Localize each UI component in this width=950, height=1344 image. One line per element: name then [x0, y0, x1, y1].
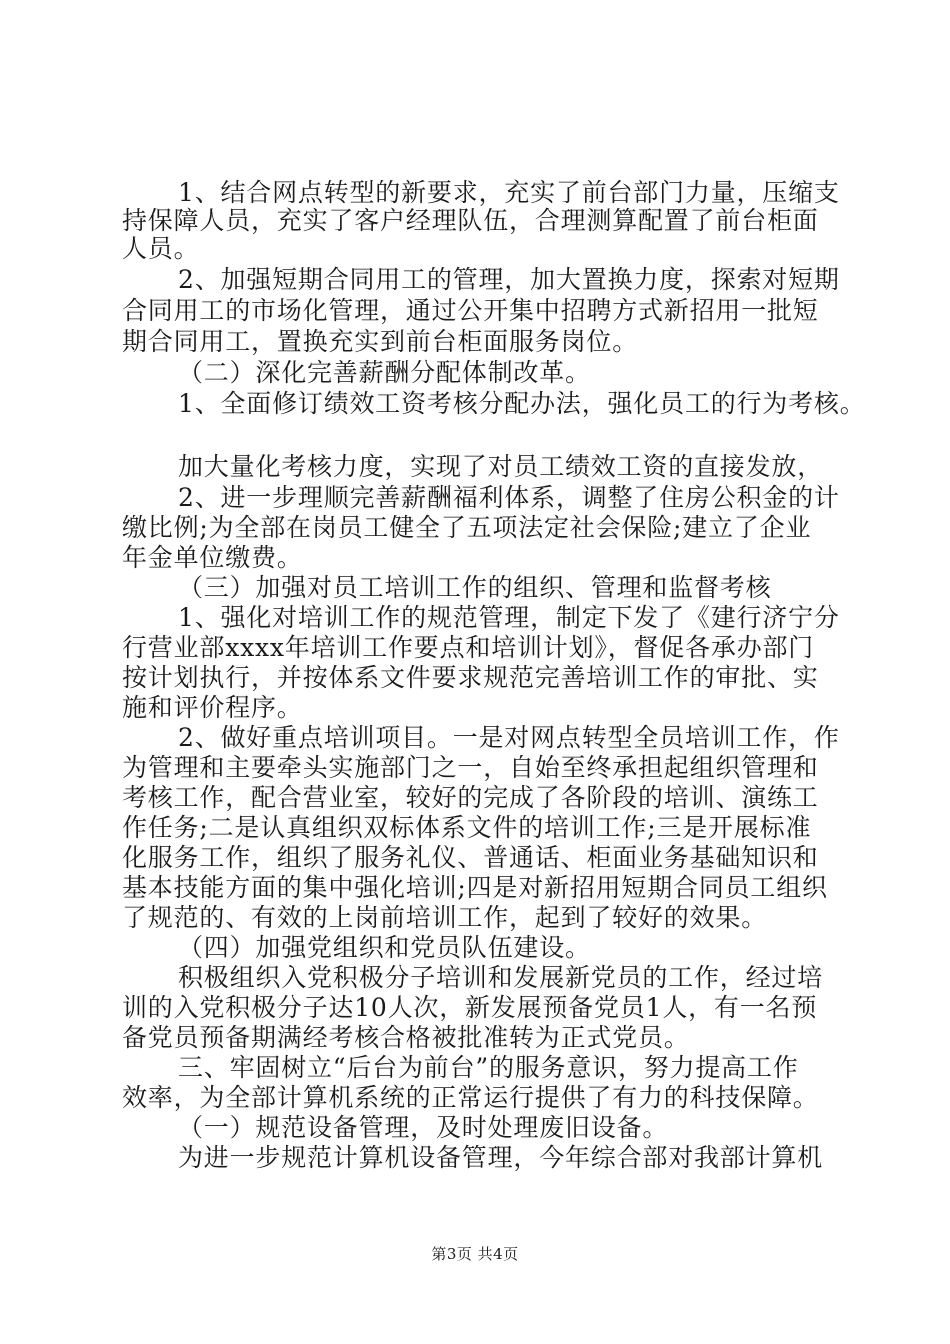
text-line: 积极组织入党积极分子培训和发展新党员的工作，经过培	[178, 963, 824, 992]
section-heading: （二）深化完善薪酬分配体制改革。	[178, 358, 591, 387]
text-line: 效率，为全部计算机系统的正常运行提供了有力的科技保障。	[122, 1083, 819, 1112]
text-line: 持保障人员，充实了客户经理队伍，合理测算配置了前台柜面	[122, 206, 819, 235]
text-line: 考核工作，配合营业室，较好的完成了各阶段的培训、演练工	[122, 783, 819, 812]
page-footer: 第3页 共4页	[431, 1245, 519, 1263]
text-line: 基本技能方面的集中强化培训;四是对新招用短期合同员工组织	[122, 873, 828, 902]
text-line: 1、全面修订绩效工资考核分配办法，强化员工的行为考核。	[178, 389, 866, 418]
text-line: 2、进一步理顺完善薪酬福利体系，调整了住房公积金的计	[178, 483, 840, 512]
section-heading: （四）加强党组织和党员队伍建设。	[178, 933, 591, 962]
text-line: 备党员预备期满经考核合格被批准转为正式党员。	[122, 1023, 690, 1052]
section-heading: 三、牢固树立“后台为前台”的服务意识，努力提高工作	[178, 1053, 799, 1082]
text-line: 人员。	[122, 234, 200, 263]
text-line: 按计划执行，并按体系文件要求规范完善培训工作的审批、实	[122, 663, 819, 692]
text-line: 作任务;二是认真组织双标体系文件的培训工作;三是开展标准	[122, 813, 812, 842]
text-line: 合同用工的市场化管理，通过公开集中招聘方式新招用一批短	[122, 296, 819, 325]
text-line: 化服务工作，组织了服务礼仪、普通话、柜面业务基础知识和	[122, 843, 819, 872]
section-heading: （三）加强对员工培训工作的组织、管理和监督考核	[178, 573, 772, 602]
section-heading: （一）规范设备管理，及时处理废旧设备。	[178, 1113, 669, 1142]
text-line: 期合同用工，置换充实到前台柜面服务岗位。	[122, 327, 639, 356]
text-line: 加大量化考核力度，实现了对员工绩效工资的直接发放，	[178, 452, 824, 481]
text-line: 1、强化对培训工作的规范管理，制定下发了《建行济宁分	[178, 603, 840, 632]
text-line: 行营业部xxxx年培训工作要点和培训计划》，督促各承办部门	[122, 633, 815, 662]
text-line: 了规范的、有效的上岗前培训工作，起到了较好的效果。	[122, 903, 768, 932]
text-line: 年金单位缴费。	[122, 543, 303, 572]
text-line: 为管理和主要牵头实施部门之一，自始至终承担起组织管理和	[122, 753, 819, 782]
text-line: 2、做好重点培训项目。一是对网点转型全员培训工作，作	[178, 723, 840, 752]
text-line: 缴比例;为全部在岗员工健全了五项法定社会保险;建立了企业	[122, 513, 812, 542]
text-line: 为进一步规范计算机设备管理，今年综合部对我部计算机	[178, 1143, 824, 1172]
text-line: 1、结合网点转型的新要求，充实了前台部门力量，压缩支	[178, 178, 840, 207]
text-line: 2、加强短期合同用工的管理，加大置换力度，探索对短期	[178, 265, 840, 294]
text-line: 训的入党积极分子达10人次，新发展预备党员1人，有一名预	[122, 993, 818, 1022]
text-line: 施和评价程序。	[122, 693, 303, 722]
